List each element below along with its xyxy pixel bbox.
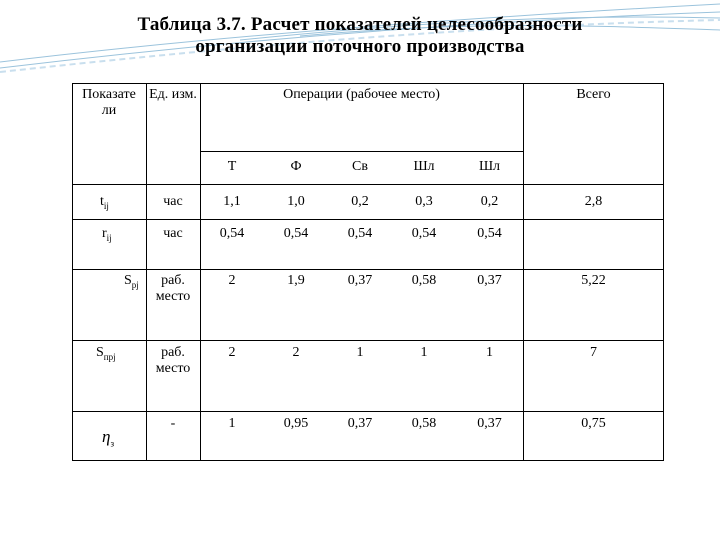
row-1-value-1: 1,1 [223, 194, 241, 209]
row-3-unit-line-1: раб. [161, 273, 185, 288]
row-4-indicator: $S_{прj}$ [96, 345, 116, 362]
row-2-value-2: 0,54 [283, 226, 309, 241]
row-1-value-2: 1,0 [287, 194, 305, 209]
header-indicators [72, 87, 146, 119]
row-3-value-3: 0,37 [347, 273, 373, 288]
row-1-value-4: 0,3 [415, 194, 433, 209]
row-1-value-5: 0,2 [480, 194, 499, 209]
row-3-value-5: 0,37 [477, 273, 502, 288]
row-4-unit [146, 345, 200, 377]
row-4-value-1: 2 [228, 345, 236, 360]
row-5-value-3: 0,37 [347, 416, 373, 431]
row-4-value-4: 1 [420, 345, 428, 360]
row-5-unit: - [170, 416, 176, 431]
row-3-total: 5,22 [581, 273, 606, 288]
row-4-total: 7 [590, 345, 597, 360]
title-line-1: Таблица 3.7. Расчет показателей целесообразности [137, 14, 583, 35]
calculation-table [72, 83, 664, 461]
page-title [60, 14, 660, 58]
row-1-unit: час [163, 194, 183, 209]
op-col-3: Св [352, 159, 368, 174]
row-3-value-1: 2 [228, 273, 236, 288]
row-5-value-4: 0,58 [411, 416, 437, 431]
row-5-indicator: $\eta_з$ [102, 427, 114, 449]
row-3-unit-line-2: место [155, 289, 191, 304]
row-1-indicator: $t_{ij}$ [100, 194, 109, 211]
header-operations: Операции (рабочее место) [283, 87, 440, 102]
row-1-total: 2,8 [584, 194, 603, 209]
row-2-value-3: 0,54 [347, 226, 373, 241]
header-indicators-line-1: Показате [82, 87, 136, 102]
row-2-indicator: $r_{ij}$ [102, 226, 112, 243]
op-col-2: Ф [290, 159, 302, 174]
row-4-unit-line-1: раб. [161, 345, 185, 360]
op-col-1: Т [227, 159, 237, 174]
header-unit: Ед. изм. [149, 87, 197, 102]
row-2-value-4: 0,54 [411, 226, 437, 241]
row-5-total: 0,75 [581, 416, 606, 431]
header-total: Всего [576, 87, 611, 102]
row-5-value-1: 1 [228, 416, 236, 431]
title-line-2: организации поточного производства [195, 36, 525, 57]
row-4-unit-line-2: место [155, 361, 191, 376]
row-3-value-2: 1,9 [287, 273, 305, 288]
table-grid [72, 83, 664, 461]
op-col-5: Шл [478, 159, 501, 174]
row-2-value-1: 0,54 [219, 226, 245, 241]
row-3-indicator: $S_{pj}$ [124, 273, 139, 290]
op-col-4: Шл [413, 159, 435, 174]
header-indicators-line-2: ли [101, 103, 117, 118]
row-2-value-5: 0,54 [477, 226, 502, 241]
row-1-value-3: 0,2 [351, 194, 369, 209]
row-5-value-5: 0,37 [477, 416, 502, 431]
row-2-unit: час [163, 226, 183, 241]
row-4-value-3: 1 [356, 345, 364, 360]
row-3-unit [146, 273, 200, 305]
row-5-value-2: 0,95 [283, 416, 309, 431]
row-4-value-5: 1 [486, 345, 493, 360]
row-3-value-4: 0,58 [411, 273, 437, 288]
row-4-value-2: 2 [292, 345, 300, 360]
